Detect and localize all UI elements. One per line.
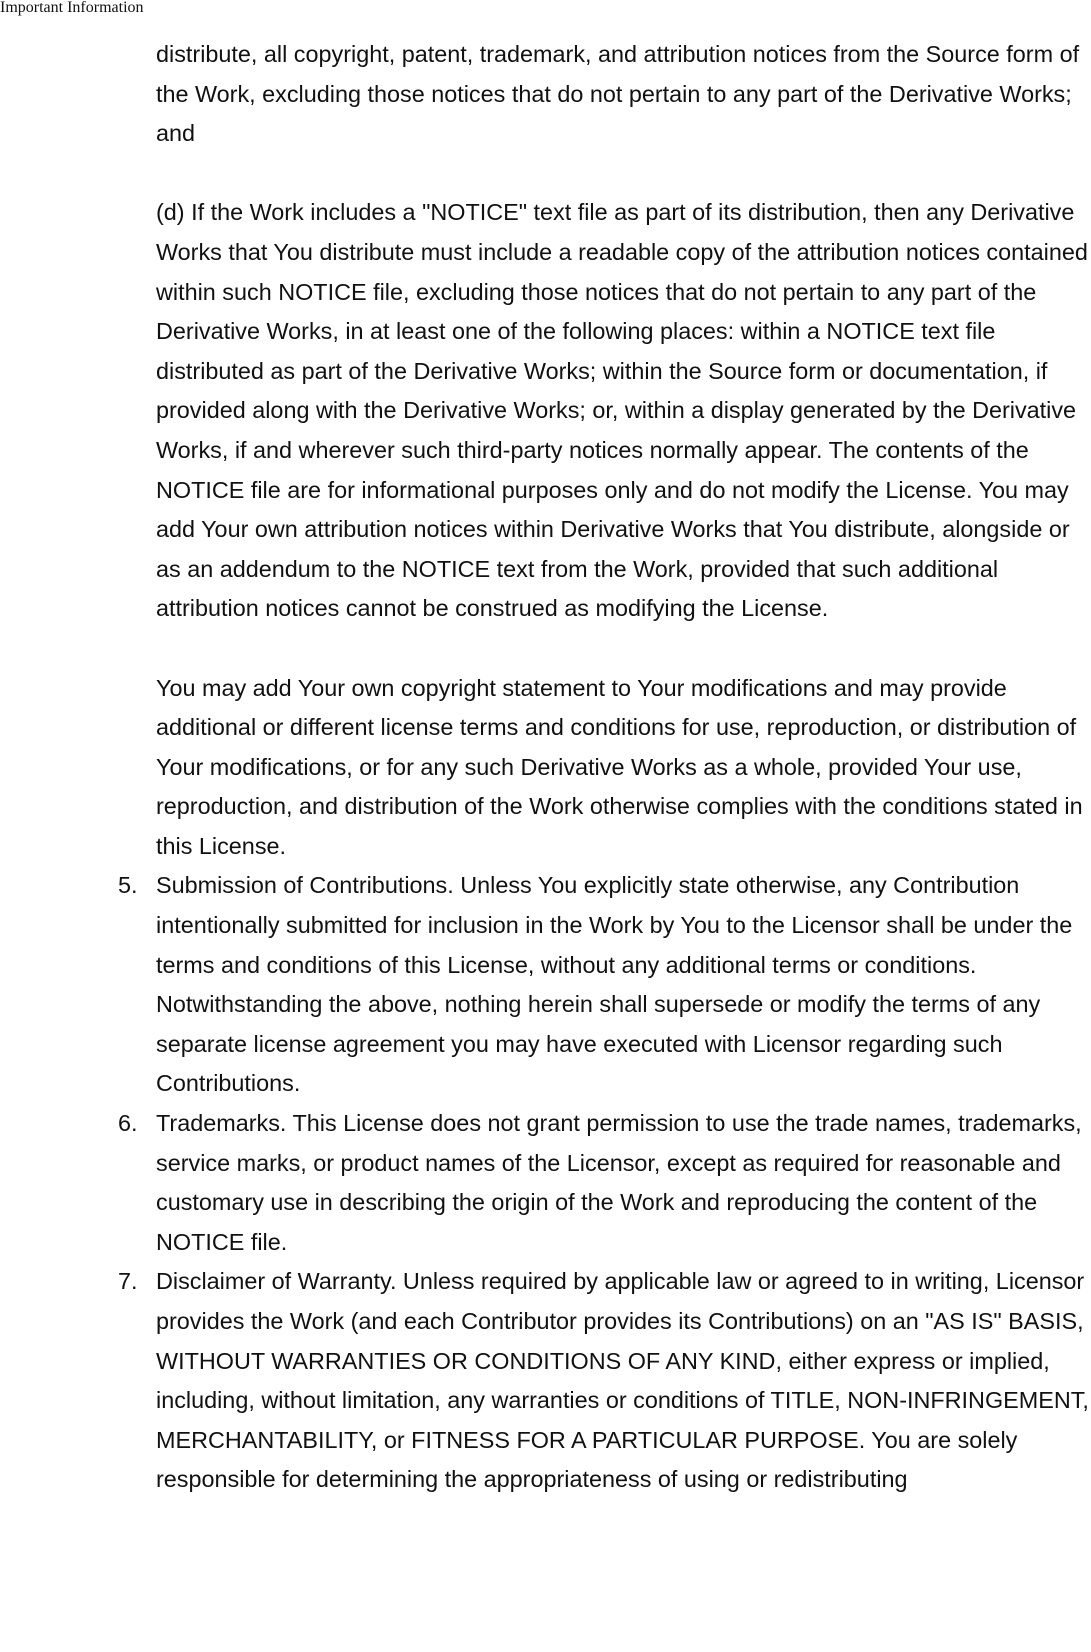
section-text: Trademarks. This License does not grant permission to use the trade names, trademarks, service marks, or product names of the Licensor, except as required for reasonable and customary use in describing the origin of the Work and reproducing the content of the NOTICE file. <box>156 1110 1082 1255</box>
section-item-6 <box>118 1104 1091 1262</box>
paragraph-copyright-statement: You may add Your own copyright statement to Your modifications and may provide additional or different license terms and conditions for use, reproduction, or distribution of Your modifications, or for any such Derivative Works as a whole, provided Your use, reproduction, and distribution of the Work otherwise complies with the conditions stated in this License. <box>156 674 1083 859</box>
paragraph-gap <box>156 629 1091 669</box>
paragraph-notice-clause: (d) If the Work includes a "NOTICE" text file as part of its distribution, then any Derivative Works that You distribute must include a readable copy of the attribution notices contained within such NOTICE file, excluding those notices that do not pertain to any part of the Derivative Works, in at least one of the following places: within a NOTICE text file distributed as part of the Derivative Works; within the Source form or documentation, if provided along with the Derivative Works; or, within a display generated by the Derivative Works, if and wherever such third-party notices normally appear. The contents of the NOTICE file are for informational purposes only and do not modify the License. You may add Your own attribution notices within Derivative Works that You distribute, alongside or as an addendum to the NOTICE text from the Work, provided that such additional attribution notices cannot be construed as modifying the License. <box>156 199 1088 622</box>
section-text: Disclaimer of Warranty. Unless required by applicable law or agreed to in writing, Licensor provides the Work (and each Contributor provides its Contributions) on an "AS IS" BASIS, WITHOUT WARRANTIES OR CONDITIONS OF ANY KIND, either express or implied, including, without limitation, any warranties or conditions of TITLE, NON-INFRINGEMENT, MERCHANTABILITY, or FITNESS FOR A PARTICULAR PURPOSE. You are solely responsible for determining the appropriateness of using or redistributing <box>156 1268 1089 1493</box>
page-header-title: Important Information <box>0 0 144 16</box>
section-item-5 <box>118 866 1091 1104</box>
section-number: 7. <box>118 1268 138 1295</box>
section-item-7 <box>118 1262 1091 1500</box>
section-list <box>118 866 1091 1500</box>
section-text: Submission of Contributions. Unless You explicitly state otherwise, any Contribution intentionally submitted for inclusion in the Work by You to the Licensor shall be under the terms and conditions of this License, without any additional terms or conditions. <box>156 872 1073 978</box>
section-number: 6. <box>118 1110 138 1137</box>
license-document <box>118 35 1091 1500</box>
section-number: 5. <box>118 872 138 899</box>
section-extra-text: Notwithstanding the above, nothing herein shall supersede or modify the terms of any separate license agreement you may have executed with Licensor regarding such Contributions. <box>156 991 1041 1097</box>
paragraph-continuation: distribute, all copyright, patent, trademark, and attribution notices from the Source form of the Work, excluding those notices that do not pertain to any part of the Derivative Works; and <box>156 41 1080 147</box>
paragraph-gap <box>156 154 1091 194</box>
